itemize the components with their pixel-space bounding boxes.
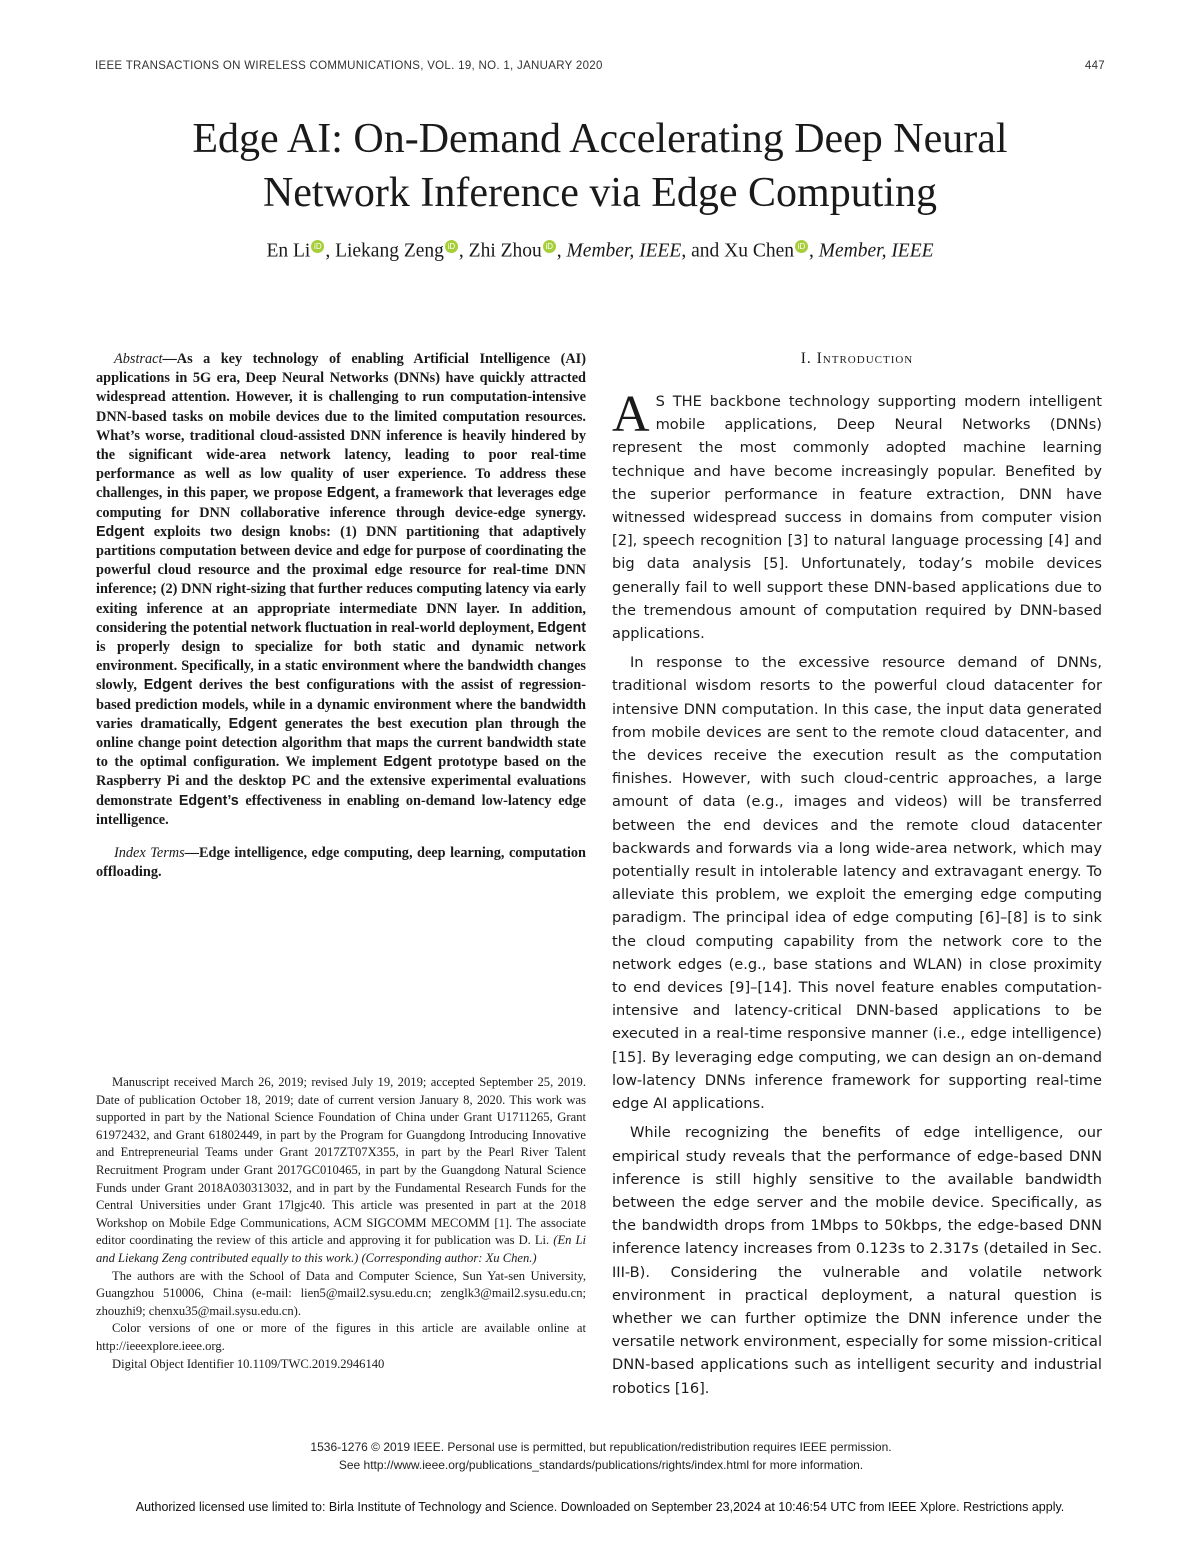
system-name: Edgent [96, 523, 145, 540]
author-conjunction: and [691, 240, 720, 262]
index-terms-label: Index Terms [114, 845, 185, 862]
orcid-icon[interactable]: iD [795, 240, 808, 253]
author-3-membership: Member, IEEE [566, 240, 682, 262]
abstract: Abstract—As a key technology of enabling Artificial Intelligence (AI) applications in 5G era, Deep Neural Networks (DNNs) have quickly attracted widespread attention. However, it is challenging to run computation-intensive DNN-based tasks on mobile devices due to the limited computation resources. What’s worse, traditional cloud-assisted DNN inference is heavily hindered by the significant wide-area network latency, leading to poor real-time performance as well as low quality of user experience. To address these challenges, in this paper, we propose Edgent, a framework that leverages edge computing for DNN collaborative inference through device-edge synergy. Edgent exploits two design knobs: (1) DNN partitioning that adaptively partitions computation between device and edge for purpose of coordinating the powerful cloud resource and the proximal edge resource for real-time DNN inference; (2) DNN right-sizing that further reduces computing latency via early exiting inference at an appropriate intermediate DNN layer. In addition, considering the potential network fluctuation in real-world deployment, Edgent is properly design to specialize for both static and dynamic network environment. Specifically, in a static environment where the bandwidth changes slowly, Edgent derives the best configurations with the assist of regression-based prediction models, while in a dynamic environment where the bandwidth varies dramatically, Edgent generates the best execution plan through the online change point detection algorithm that maps the current bandwidth state to the optimal configuration. We implement Edgent prototype based on the Raspberry Pi and the desktop PC and the extensive experimental evaluations demonstrate Edgent’s effectiveness in enabling on-demand low-latency edge intelligence. [96, 351, 587, 828]
copyright-line-2: See http://www.ieee.org/publications_standards/publications/rights/index.html for more information. [338, 1458, 864, 1472]
footnote-italic: (En Li and Liekang Zeng contributed equally to this work.) (Corresponding author: Xu Chen.) [96, 1233, 586, 1265]
abstract-text: , a framework that leverages edge computing for DNN collaborative inference through device-edge synergy. [96, 485, 586, 521]
right-column [612, 350, 1102, 1400]
footnote-affiliation: The authors are with the School of Data and Computer Science, Sun Yat-sen University, Guangzhou 510006, China (e-mail: lien5@mail2.sysu.edu.cn; zenglk3@mail2.sysu.edu.cn; zhouzhi9; chenxu35@mail.sysu.edu.cn). [96, 1268, 586, 1318]
system-name: Edgent [537, 619, 586, 636]
system-name: Edgent’s [178, 792, 239, 809]
title-line-1: Edge AI: On-Demand Accelerating Deep Neural [192, 116, 1008, 162]
abstract-label: Abstract [114, 351, 163, 367]
intro-paragraph-2: In response to the excessive resource demand of DNNs, traditional wisdom resorts to the powerful cloud datacenter for intensive DNN computation. In this case, the input data generated from mobile devices are sent to the remote cloud datacenter, and the devices receive the execution result as the computation finishes. However, with such cloud-centric approaches, a large amount of data (e.g., images and videos) will be transferred between the end devices and the remote cloud datacenter backwards and forwards via a long wide-area network, which may potentially result in intolerable latency and extravagant energy. To alleviate this problem, we exploit the emerging edge computing paradigm. The principal idea of edge computing [6]–[8] is to sink the cloud computing capability from the network core to the network edges (e.g., base stations and WLAN) in close proximity to end devices [9]–[14]. This novel feature enables computation-intensive and latency-critical DNN-based applications to be executed in a real-time responsive manner (i.e., edge intelligence) [15]. By leveraging edge computing, we can design an on-demand low-latency DNNs inference framework for supporting real-time edge AI applications. [612, 654, 1102, 1113]
system-name: Edgent [143, 677, 193, 694]
index-terms: Index Terms—Edge intelligence, edge computing, deep learning, computation offloading. [96, 845, 587, 881]
orcid-icon[interactable]: iD [543, 240, 556, 253]
license-notice: Authorized licensed use limited to: Birla Institute of Technology and Science. Downloaded on September 23,2024 at 10:46:54 UTC from IEEE Xplore. Restrictions apply. [135, 1500, 1065, 1514]
system-name: Edgent [326, 485, 376, 502]
abstract-text: is properly design to specialize for both static and dynamic network environment. Specifically, in a static environment where the bandwidth changes slowly, [96, 639, 586, 694]
page-number: 447 [1084, 60, 1105, 72]
section-heading: I. Introduction [800, 350, 914, 367]
author-3: Zhi Zhou [468, 240, 542, 262]
intro-paragraph-1 [612, 386, 1102, 645]
author-list: En Li iD , Liekang Zeng iD , Zhi Zhou iD , Member, IEEE, and Xu Chen iD , Member, IEEE [266, 240, 934, 262]
footnote-text: Manuscript received March 26, 2019; revised July 19, 2019; accepted September 25, 2019. Date of publication October 18, 2019; date of current version January 8, 2020. This work was supported in part by the National Science Foundation of China under Grant U1711265, Grant 61972432, and Grant 61802449, in part by the Program for Guangdong Introducing Innovative and Entrepreneurial Teams under Grant 2017ZT07X355, in part by the Pearl River Talent Recruitment Program under Grant 2017GC010465, in part by the Guangdong Natural Science Funds under Grant 2018A030313032, and in part by the Fundamental Research Funds for the Central Universities under Grant 17lgjc40. This article was presented in part at the 2018 Workshop on Mobile Edge Communications, ACM SIGCOMM MECOMM [1]. The associate editor coordinating the review of this article and approving it for publication was D. Li. [96, 1075, 586, 1248]
journal-name: IEEE TRANSACTIONS ON WIRELESS COMMUNICATIONS, VOL. 19, NO. 1, JANUARY 2020 [95, 60, 603, 72]
orcid-icon[interactable]: iD [311, 240, 324, 253]
title-line-2: Network Inference via Edge Computing [262, 170, 938, 216]
copyright-notice [96, 1438, 1106, 1474]
left-column [96, 350, 586, 882]
author-4: Xu Chen [724, 240, 794, 262]
running-header [95, 60, 1105, 72]
paper-title [60, 112, 1140, 220]
paragraph-text: S THE backbone technology supporting modern intelligent mobile applications, Deep Neural Networks (DNNs) represent the most commonly adopted machine learning technique and have become increasingly popular. Benefited by the superior performance in feature extraction, DNN have witnessed widespread success in domains from computer vision [2], speech recognition [3] to natural language processing [4] and big data analysis [5]. Unfortunately, today’s mobile devices generally fail to well support these DNN-based applications due to the tremendous amount of computation required by DNN-based applications. [612, 393, 1102, 643]
abstract-text: exploits two design knobs: (1) DNN partitioning that adaptively partitions computation between device and edge for purpose of coordinating the powerful cloud resource and the proximal edge resource for real-time DNN inference; (2) DNN right-sizing that further reduces computing latency via early exiting inference at an appropriate intermediate DNN layer. In addition, considering the potential network fluctuation in real-world deployment, [96, 523, 586, 636]
author-1: En Li [266, 240, 311, 262]
abstract-text: effectiveness in enabling on-demand low-latency edge intelligence. [96, 792, 586, 828]
index-terms-text: Edge intelligence, edge computing, deep learning, computation offloading. [96, 845, 587, 881]
abstract-text: prototype based on the Raspberry Pi and the desktop PC and the extensive experimental evaluations demonstrate [96, 754, 587, 809]
copyright-line-1: 1536-1276 © 2019 IEEE. Personal use is permitted, but republication/redistribution requires IEEE permission. [310, 1440, 892, 1454]
abstract-text: As a key technology of enabling Artificial Intelligence (AI) applications in 5G era, Deep Neural Networks (DNNs) have quickly attracted widespread attention. However, it is challenging to run computation-intensive DNN-based tasks on mobile devices due to the limited computation resources. What’s worse, traditional cloud-assisted DNN inference is heavily hindered by the significant wide-area network latency, leading to poor real-time performance as well as low quality of user experience. To address these challenges, in this paper, we propose [96, 351, 586, 502]
abstract-text: generates the best execution plan through the online change point detection algorithm that maps the current bandwidth state to the optimal configuration. We implement [96, 715, 586, 771]
footnote-color: Color versions of one or more of the figures in this article are available online at http://ieeexplore.ieee.org. [96, 1321, 586, 1353]
author-2: Liekang Zeng [335, 240, 444, 262]
intro-paragraph-3: While recognizing the benefits of edge intelligence, our empirical study reveals that the performance of edge-based DNN inference is still highly sensitive to the available bandwidth between the edge server and the mobile device. Specifically, as the bandwidth drops from 1Mbps to 50kbps, the edge-based DNN inference latency increases from 0.123s to 2.317s (detailed in Sec. III-B). Considering the vulnerable and volatile network environment in practical deployment, a natural question is whether we can further optimize the DNN inference under the versatile network environment, especially for some mission-critical DNN-based applications such as intelligent security and industrial robotics [16]. [612, 1124, 1102, 1397]
footnote-doi: Digital Object Identifier 10.1109/TWC.2019.2946140 [112, 1356, 385, 1371]
footnotes [96, 1074, 586, 1373]
drop-cap: A [612, 386, 650, 443]
system-name: Edgent [383, 754, 432, 771]
orcid-icon[interactable]: iD [445, 240, 458, 253]
footnote-manuscript [96, 1074, 586, 1268]
author-4-membership: Member, IEEE [818, 240, 934, 262]
system-name: Edgent [228, 715, 278, 732]
abstract-text: derives the best configurations with the assist of regression-based prediction models, while in a dynamic environment where the bandwidth varies dramatically, [96, 677, 586, 732]
